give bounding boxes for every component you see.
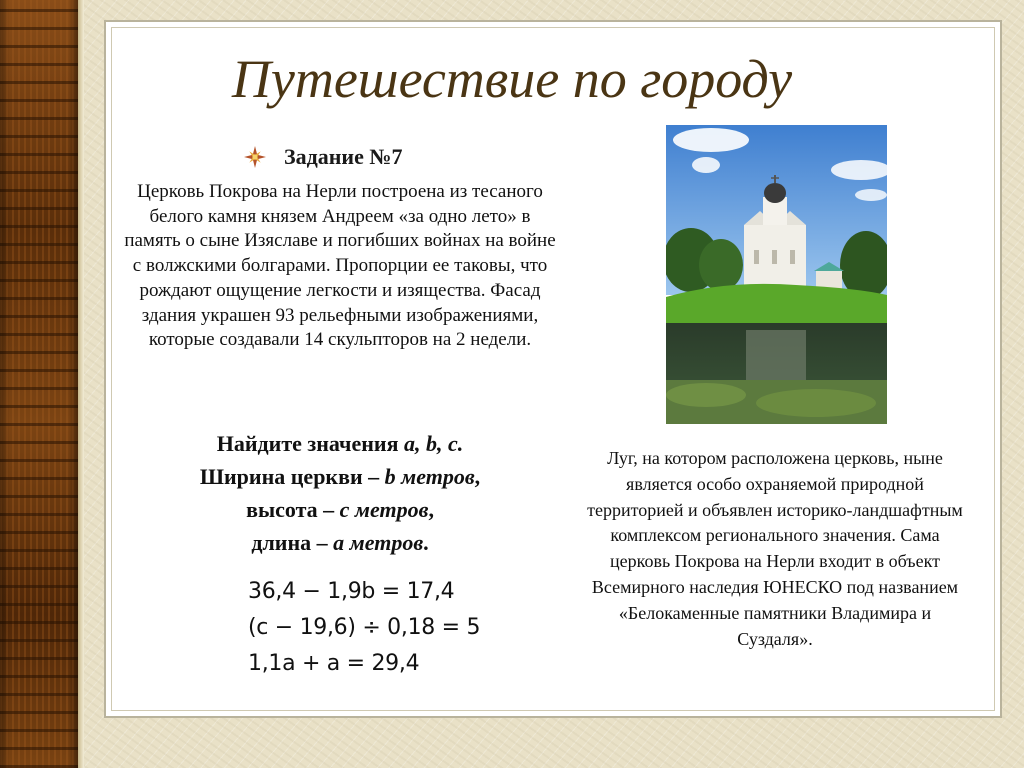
photo-caption: Луг, на котором расположена церковь, ныне является особо охраняемой природной территорией и объявлен историко-ландшафтным комплексом регионального значения. Сама церковь Покрова на Нерли входит в объект Всемирного наследия ЮНЕСКО под названием «Белокаменные памятники Владимира и Суздаля».	[587, 448, 963, 649]
task-heading	[244, 142, 402, 172]
equation-1: 36,4 − 1,9b = 17,4	[248, 579, 455, 604]
task-title: Задание №7	[284, 144, 403, 169]
equation-2: (c − 19,6) ÷ 0,18 = 5	[248, 615, 481, 640]
task-question	[120, 427, 560, 559]
height-end: ,	[428, 497, 434, 522]
question-line-1	[120, 427, 560, 460]
church-photo	[666, 125, 887, 424]
question-line-2	[120, 460, 560, 493]
width-label: Ширина церкви –	[199, 464, 385, 489]
height-label: высота –	[246, 497, 340, 522]
width-end: ,	[474, 464, 481, 489]
slide-title: Путешествие по городу	[231, 49, 793, 109]
question-line-3	[120, 493, 560, 526]
width-var: b метров	[384, 464, 475, 489]
equation-3: 1,1a + a = 29,4	[248, 651, 420, 676]
star-bullet-icon	[244, 146, 266, 168]
length-var: а метров	[333, 530, 424, 555]
task-description: Церковь Покрова на Нерли построена из тесаного белого камня князем Андреем «за одно лето» в память о сыне Изяславе и погибших войнах на войне с волжскими болгарами. Пропорции ее таковы, что рождают ощущение легкости и изящества. Фасад здания украшен 93 рельефными изображениями, которые создавали 14 скульпторов на 2 недели.	[124, 181, 556, 351]
question-text: Найдите значения	[216, 431, 404, 456]
equations	[248, 578, 480, 686]
length-end: .	[423, 530, 429, 555]
length-label: длина –	[251, 530, 334, 555]
question-line-4	[120, 526, 560, 559]
question-vars: a, b, c.	[403, 431, 464, 456]
wood-border-edge	[78, 0, 84, 768]
height-var: c метров	[339, 497, 429, 522]
wood-border	[0, 0, 78, 768]
